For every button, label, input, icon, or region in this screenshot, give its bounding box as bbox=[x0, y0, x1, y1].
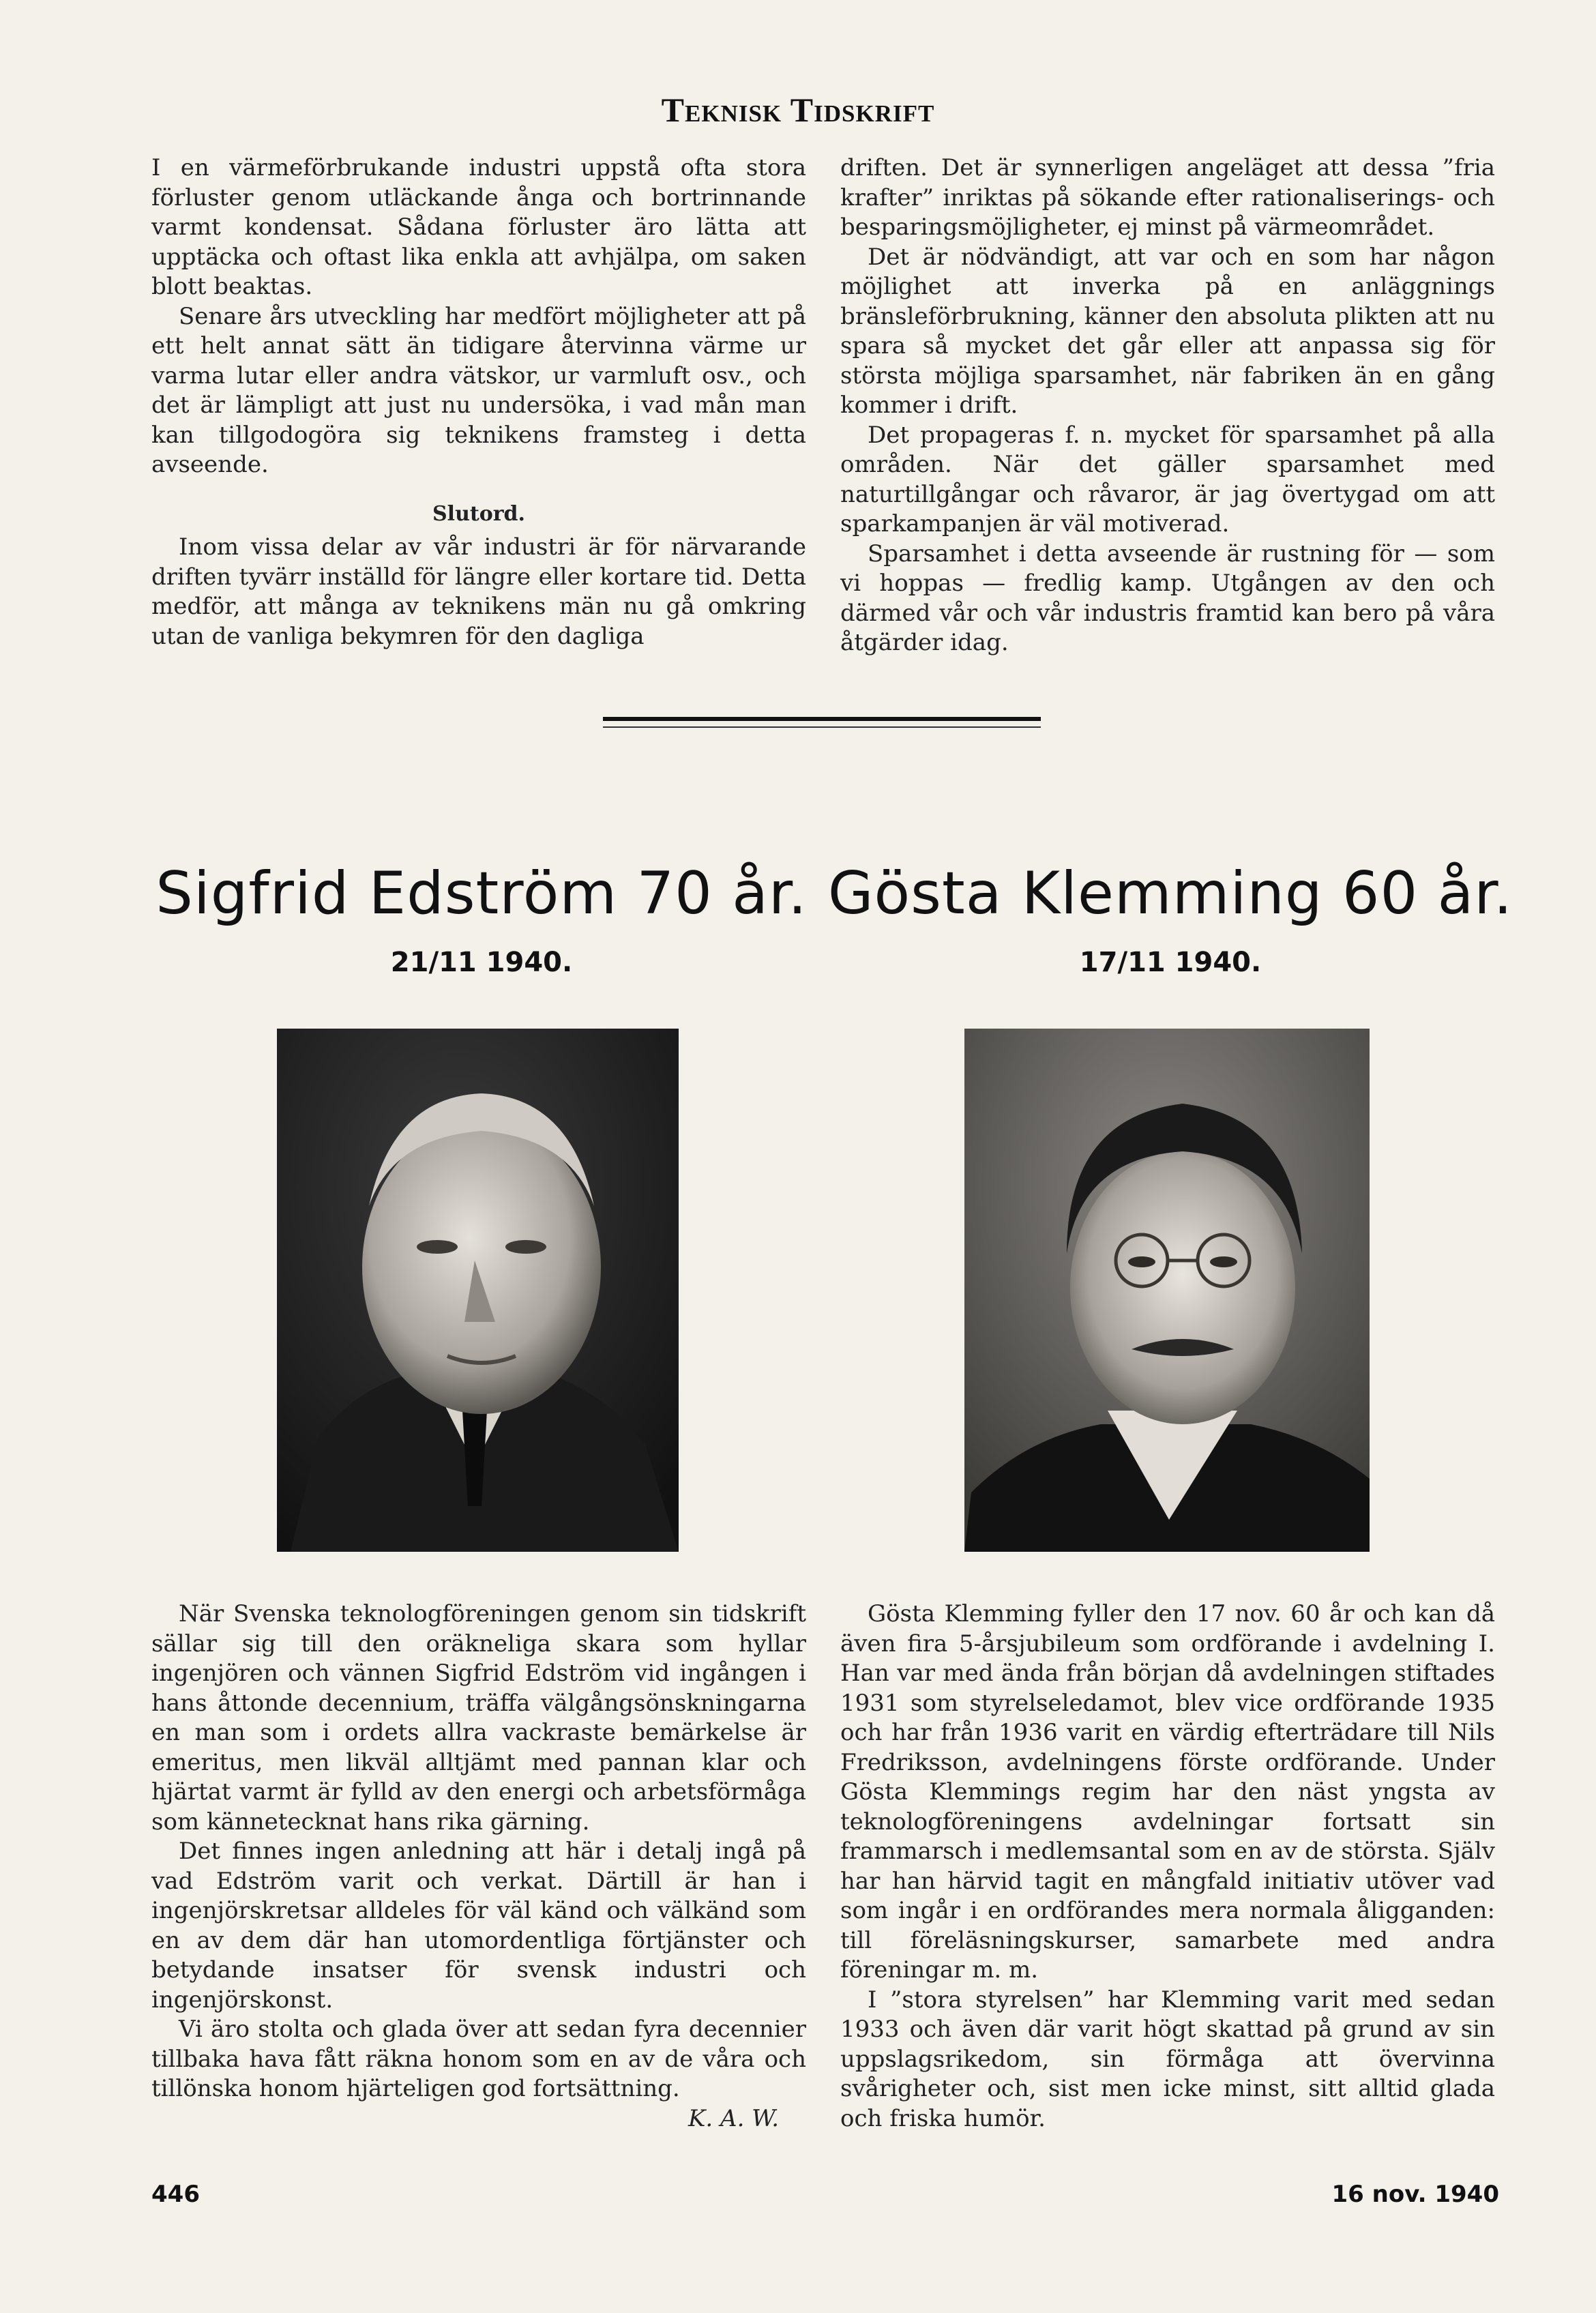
issue-date: 16 nov. 1940 bbox=[1331, 2181, 1499, 2208]
bottom-right-column bbox=[840, 1600, 1495, 2134]
paragraph: Inom vissa delar av vår industri är för närvarande driften tyvärr inställd för längre eller kortare tid. Detta medför, att många av teknikens män nu gå omkring utan de vanliga bekymren för den dagliga bbox=[151, 533, 806, 650]
paragraph: Det finnes ingen anledning att här i detalj ingå på vad Edström varit och verkat. Därtill är han i ingenjörskretsar alldeles för väl känd och välkänd som en av dem där han utomordentliga förtjänster och betydande insatser för svensk industri och ingenjörskonst. bbox=[151, 1838, 806, 2014]
portrait-photo-left bbox=[277, 1029, 679, 1552]
paragraph: I en värmeförbrukande industri uppstå ofta stora förluster genom utläckande ånga och bortrinnande varmt kondensat. Sådana förluster äro lätta att upptäcka och oftast lika enkla att avhjälpa, om saken blott beaktas. bbox=[151, 154, 806, 300]
left-article-date: 21/11 1940. bbox=[390, 947, 573, 978]
bottom-left-column bbox=[151, 1600, 806, 2134]
paragraph: Gösta Klemming fyller den 17 nov. 60 år och kan då även fira 5-årsjubileum som ordförande i avdelning I. Han var med ända från början då avdelningen stiftades 1931 som styrelseledamot, blev vice ordförande 1935 och har från 1936 varit en värdig efterträdare till Nils Fredriksson, avdelningens förste ordförande. Under Gösta Klemmings regim har den näst yngsta av teknologföreningens avdelningar fortsatt sin frammarsch i medlemsantal som en av de största. Själv har han härvid tagit en mångfald initiativ utöver vad som ingår i en ordförandes mera normala åligganden: till föreläsningskurser, samarbete med andra föreningar m. m. bbox=[840, 1600, 1495, 1984]
divider-rule bbox=[603, 717, 1041, 721]
paragraph: Vi äro stolta och glada över att sedan fyra decennier tillbaka hava fått räkna honom som en av de våra och tillönska honom hjärteligen god fortsättning. bbox=[151, 2016, 806, 2102]
paragraph: driften. Det är synnerligen angeläget att dessa ”fria krafter” inriktas på sökande efter rationaliserings- och besparingsmöjligheter, ej minst på värmeområdet. bbox=[840, 154, 1495, 241]
page-number: 446 bbox=[151, 2181, 200, 2208]
paragraph: När Svenska teknologföreningen genom sin tidskrift sällar sig till den oräkneliga skara som hyllar ingenjören och vännen Sigfrid Edström vid ingången i hans åttonde decennium, träffa välgångsönskningarna en man som i ordets allra vackraste bemärkelse är emeritus, men likväl alltjämt med pannan klar och hjärtat varmt är fylld av den energi och arbetsförmåga som kännetecknat hans rika gärning. bbox=[151, 1600, 806, 1836]
author-signature: K. A. W. bbox=[688, 2104, 779, 2132]
section-heading: Slutord. bbox=[432, 501, 525, 526]
divider-rule bbox=[603, 726, 1041, 728]
right-article-date: 17/11 1940. bbox=[1079, 947, 1262, 978]
left-article-title: Sigfrid Edström 70 år. bbox=[156, 859, 808, 928]
paragraph: I ”stora styrelsen” har Klemming varit med sedan 1933 och även där varit högt skattad på grund av sin uppslagsrikedom, sin förmåga att övervinna svårigheter och, sist men icke minst, sitt alltid glada och friska humör. bbox=[840, 1986, 1495, 2132]
top-right-column bbox=[840, 153, 1495, 658]
paragraph: Det är nödvändigt, att var och en som har någon möjlighet att inverka på en anläggnings bränsleförbrukning, känner den absoluta plikten att nu spara så mycket det går eller att anpassa sig för största möjliga sparsamhet, när fabriken än en gång kommer i drift. bbox=[840, 243, 1495, 419]
paragraph: Det propageras f. n. mycket för sparsamhet på alla områden. När det gäller sparsamhet med naturtillgångar och råvaror, är jag övertygad om att sparkampanjen är väl motiverad. bbox=[840, 421, 1495, 537]
paragraph: Sparsamhet i detta avseende är rustning för — som vi hoppas — fredlig kamp. Utgången av den och därmed vår och vår industris framtid kan bero på våra åtgärder idag. bbox=[840, 540, 1495, 656]
right-article-title: Gösta Klemming 60 år. bbox=[827, 859, 1513, 928]
paragraph: Senare års utveckling har medfört möjligheter att på ett helt annat sätt än tidigare återvinna värme ur varma lutar eller andra vätskor, ur varmluft osv., och det är lämpligt att just nu undersöka, i vad mån man kan tillgodogöra sig teknikens framsteg i detta avseende. bbox=[151, 302, 806, 478]
running-head: Teknisk Tidskrift bbox=[661, 91, 935, 129]
top-left-column bbox=[151, 153, 806, 651]
portrait-photo-right bbox=[964, 1029, 1370, 1552]
